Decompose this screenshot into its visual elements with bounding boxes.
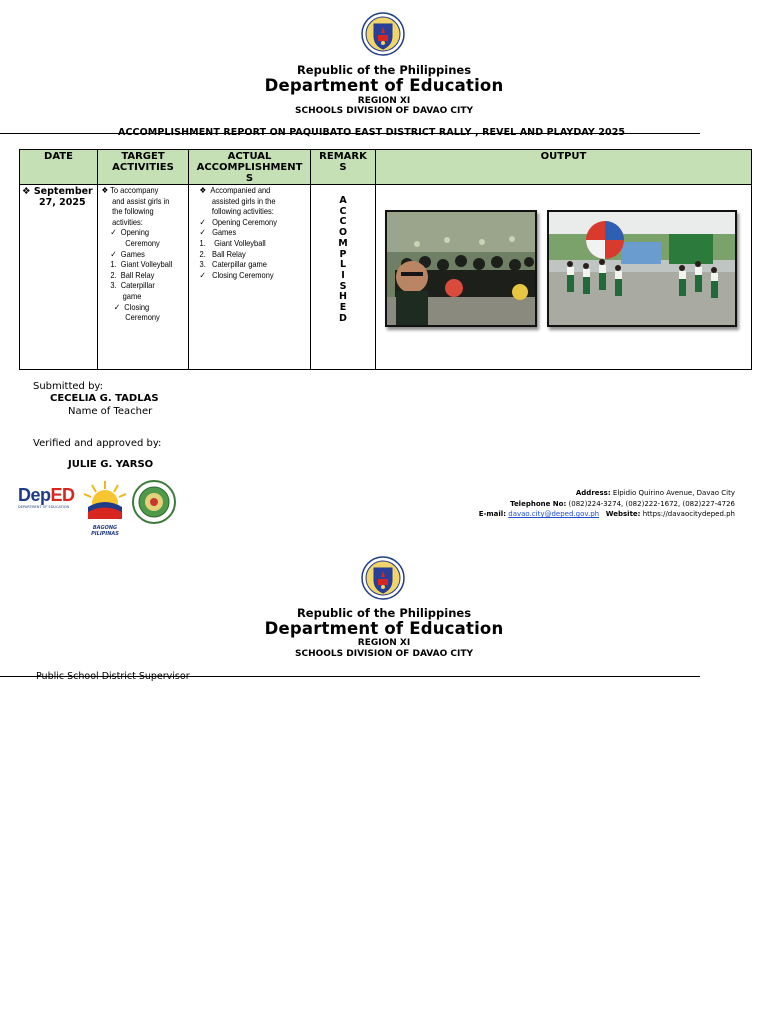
actual-accomplishments-cell: ❖ Accompanied and assisted girls in the following activities: ✓ Opening Ceremony ✓ Games 1. Giant Volleyball 2. Ball Relay 3. Caterpillar game ✓ Closing Ceremony (189, 185, 311, 370)
republic-label-2: Republic of the Philippines (296, 606, 472, 620)
date-day-year: 27, 2025 (39, 197, 86, 208)
deped-logo: DepED DEPARTMENT OF EDUCATION (18, 485, 78, 521)
check-icon: ✓ (110, 227, 117, 238)
check-icon: ✓ (113, 301, 121, 312)
report-title: ACCOMPLISHMENT REPORT ON PAQUIBATO EAST DISTRICT RALLY , REVEL AND PLAYDAY 2025 (118, 127, 626, 138)
deped-logo-wordmark: ED (50, 485, 75, 505)
check-icon: ✓ (199, 269, 206, 280)
submitted-by-label: Submitted by: (33, 381, 103, 392)
verified-by-name: JULIE G. YARSO (68, 459, 154, 470)
department-title: Department of Education (264, 76, 504, 95)
davao-division-seal-icon (132, 480, 176, 524)
bagong-pilipinas-sun-icon (80, 479, 130, 521)
deped-logo-subtext: DEPARTMENT OF EDUCATION (18, 505, 70, 509)
diamond-bullet-icon: ❖ (22, 186, 31, 197)
telephone-line: Telephone No: (082)224-3274, (082)222-1672, (082)227-4726 (510, 499, 735, 508)
output-photo-2 (547, 210, 737, 327)
check-icon: ✓ (199, 227, 206, 238)
division-label-2: SCHOOLS DIVISION OF DAVAO CITY (294, 649, 474, 659)
group-selfie-photo (387, 212, 535, 325)
date-month: September (33, 186, 93, 197)
department-title-2: Department of Education (264, 619, 504, 638)
submitted-by-name: CECELIA G. TADLAS (50, 393, 159, 404)
table-row (20, 185, 752, 370)
remarks-letter: C (339, 216, 347, 228)
email-website-line: E-mail: davao.city@deped.gov.ph Website: https://davaocitydeped.ph (478, 510, 735, 518)
diamond-bullet-icon: ❖ (101, 185, 109, 195)
check-icon: ✓ (110, 248, 117, 259)
address-line: Address: Elpidio Quirino Avenue, Davao City (575, 489, 735, 497)
remarks-letter: P (339, 248, 347, 260)
remarks-letter: A (339, 195, 347, 206)
division-seal (132, 480, 176, 528)
remarks-letter: S (339, 280, 347, 292)
verified-by-role: Public School District Supervisor (36, 671, 190, 682)
contact-block (479, 488, 735, 520)
target-activities-cell: ❖ To accompany and assist girls in the following activities: ✓ Opening Ceremony ✓ Games 1. Giant Volleyball 2. Ball Relay 3. Caterpillar game ✓ Closing Ceremony (98, 185, 189, 370)
remarks-letter: O (338, 227, 348, 239)
region-label: REGION XI (357, 96, 411, 106)
deped-seal-icon (361, 556, 405, 600)
deped-seal-icon (361, 12, 405, 56)
remarks-cell (311, 185, 376, 370)
deped-seal-bottom (361, 556, 405, 604)
header-target-activities: TARGET ACTIVITIES (98, 150, 189, 185)
output-photo-1 (385, 210, 537, 327)
website-text: https://davaocitydeped.ph (642, 510, 735, 518)
diamond-bullet-icon: ❖ (199, 185, 207, 195)
remarks-letter: D (339, 312, 347, 324)
header-remarks: REMARK S (311, 150, 376, 185)
division-label: SCHOOLS DIVISION OF DAVAO CITY (294, 106, 474, 116)
remarks-letter: I (341, 269, 345, 281)
bagong-pilipinas-text: BAGONG PILIPINAS (91, 525, 119, 537)
deped-seal-top (361, 12, 405, 60)
remarks-letter: C (339, 205, 347, 217)
republic-label: Republic of the Philippines (296, 63, 472, 77)
bagong-pilipinas-logo (80, 479, 130, 537)
date-cell (20, 185, 98, 370)
region-label-2: REGION XI (357, 638, 411, 648)
remarks-letter: L (339, 259, 347, 271)
table-header-row (20, 150, 752, 185)
accomplishment-table (19, 149, 752, 370)
check-icon: ✓ (199, 216, 206, 227)
giant-volleyball-photo (549, 212, 735, 325)
output-cell (376, 185, 752, 370)
remarks-letter: M (338, 237, 348, 249)
header-output: OUTPUT (376, 150, 752, 185)
remarks-accomplished (311, 185, 375, 324)
header-date: DATE (20, 150, 98, 185)
remarks-letter: E (339, 302, 347, 314)
header-actual-accomplishments: ACTUAL ACCOMPLISHMENT S (189, 150, 311, 185)
email-link[interactable]: davao.city@deped.gov.ph (508, 510, 600, 518)
verified-by-label: Verified and approved by: (33, 438, 162, 449)
submitted-by-role: Name of Teacher (68, 406, 153, 417)
remarks-letter: H (339, 291, 347, 303)
